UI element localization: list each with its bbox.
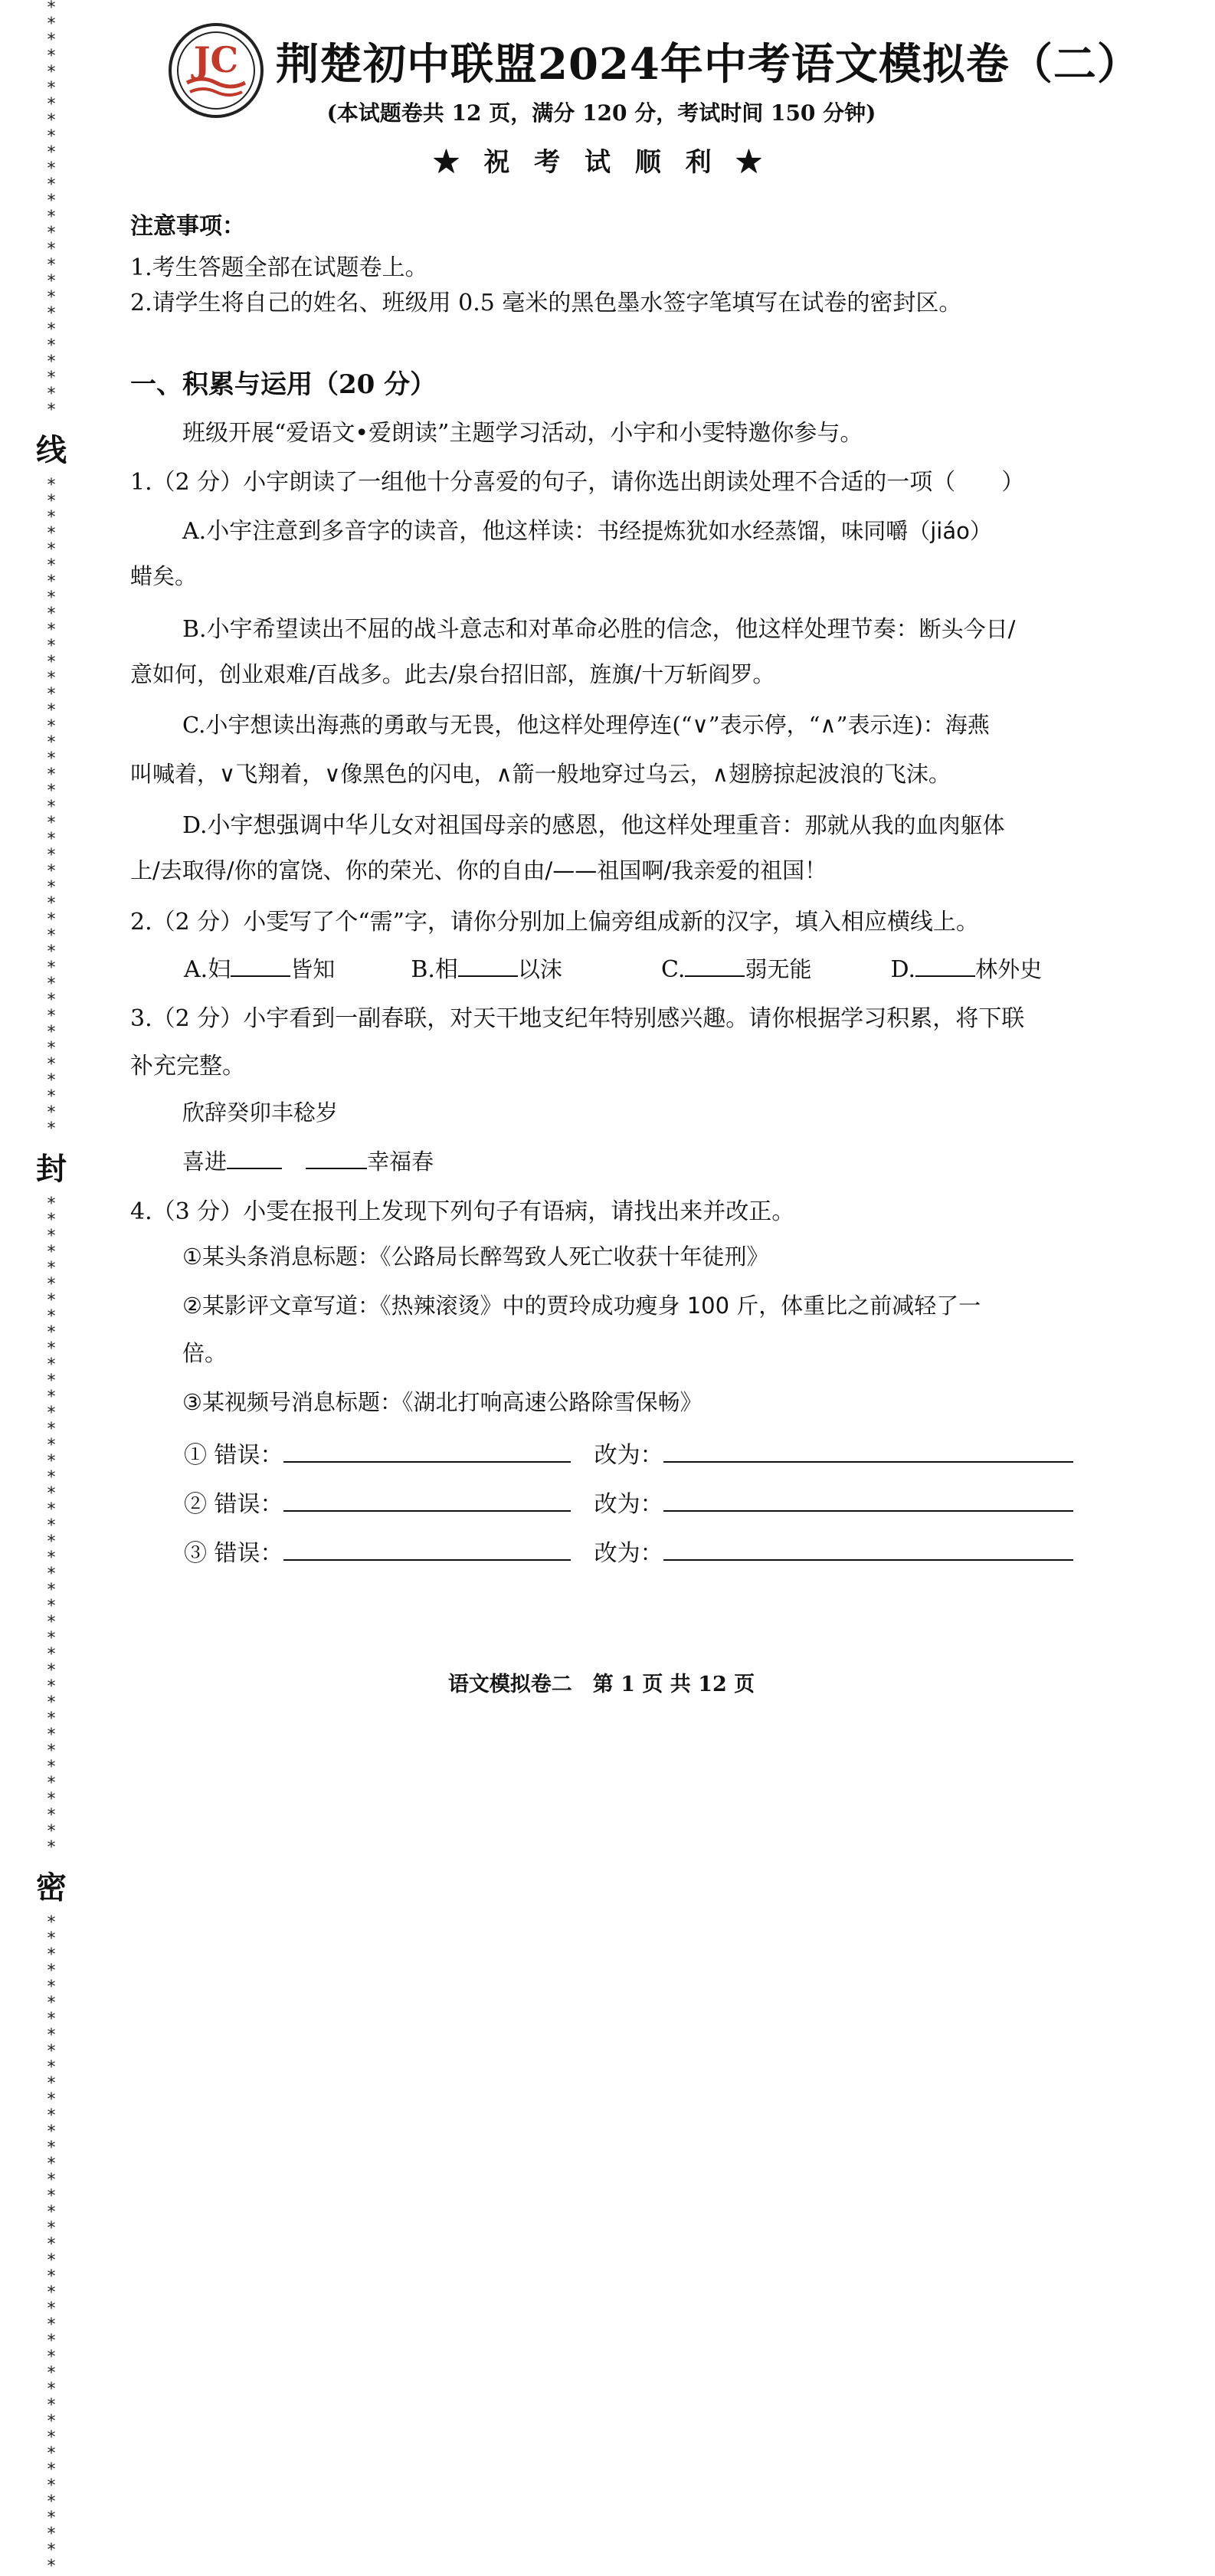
q4-error-field-3[interactable] — [283, 1539, 571, 1561]
q1-stem: 1.（2 分）小宇朗读了一组他十分喜爱的句子，请你选出朗读处理不合适的一项（ ） — [130, 469, 1025, 496]
star-border-top: ************************** — [47, 0, 56, 420]
seal-char-secret: 密 — [36, 1870, 67, 1906]
q3-stem: 3.（2 分）小宇看到一副春联，对天干地支纪年特别感兴趣。请你根据学习积累，将下联 — [130, 1005, 1025, 1032]
q4-item-2: ②某影评文章写道：《热辣滚烫》中的贾玲成功瘦身 100 斤，体重比之前减轻了一 — [182, 1293, 981, 1319]
notes-heading: 注意事项： — [130, 213, 245, 240]
q3-blank-2[interactable] — [306, 1148, 367, 1169]
q4-fix-field-1[interactable] — [663, 1441, 1073, 1463]
q3-blank-1[interactable] — [227, 1148, 282, 1169]
q3-stem-cont: 补充完整。 — [130, 1053, 245, 1080]
seal-char-seal: 封 — [36, 1151, 67, 1187]
q4-fix-field-2[interactable] — [663, 1490, 1073, 1512]
q2-stem: 2.（2 分）小雯写了个“需”字，请你分别加上偏旁组成新的汉字，填入相应横线上。 — [130, 909, 979, 936]
q4-item-3: ③某视频号消息标题：《湖北打响高速公路除雪保畅》 — [182, 1389, 702, 1415]
q4-answer-row-1: ① 错误： 改为： — [184, 1436, 1073, 1470]
seal-char-line: 线 — [36, 432, 67, 468]
q2-option-c: C. 弱无能 — [661, 956, 812, 983]
q4-answer-row-3: ③ 错误： 改为： — [184, 1534, 1073, 1568]
q4-answer-row-2: ② 错误： 改为： — [184, 1485, 1073, 1519]
page-footer: 语文模拟卷二 第 1 页 共 12 页 — [447, 1673, 755, 1696]
q2-option-a: A.妇 皆知 — [184, 956, 336, 983]
q2-option-b: B.相 以沫 — [411, 956, 562, 983]
q4-error-field-1[interactable] — [283, 1441, 571, 1463]
q2-option-d: D. 林外史 — [890, 956, 1043, 983]
q4-error-field-2[interactable] — [283, 1490, 571, 1512]
q4-item-2-cont: 倍。 — [182, 1340, 228, 1366]
q1-option-c-cont: 叫喊着，∨飞翔着，∨像黑色的闪电，∧箭一般地穿过乌云，∧翅膀掠起波浪的飞沫。 — [130, 761, 951, 787]
q3-lower-couplet: 喜进 幸福春 — [182, 1149, 434, 1175]
note-item: 2.请学生将自己的姓名、班级用 0.5 毫米的黑色墨水签字笔填写在试卷的密封区。 — [130, 290, 962, 316]
exam-page — [130, 0, 1141, 1718]
q1-option-a-cont: 蜡矣。 — [130, 563, 198, 589]
q3-upper-couplet: 欣辞癸卯丰稔岁 — [182, 1100, 339, 1126]
section-intro: 班级开展“爱语文•爱朗读”主题学习活动，小宇和小雯特邀你参与。 — [182, 420, 863, 447]
star-border-middle-2: ***************************************** — [47, 1195, 56, 1857]
q4-fix-field-3[interactable] — [663, 1539, 1073, 1561]
q1-option-b: B.小宇希望读出不屈的战斗意志和对革命必胜的信念，他这样处理节奏：断头今日/ — [182, 616, 1016, 643]
star-border-bottom: ***************************************** — [47, 1913, 56, 2576]
q1-option-d: D.小宇想强调中华儿女对祖国母亲的感恩，他这样处理重音：那就从我的血肉躯体 — [182, 812, 1005, 839]
q4-item-1: ①某头条消息标题：《公路局长醉驾致人死亡收获十年徒刑》 — [182, 1244, 769, 1270]
exam-subtitle: (本试题卷共 12 页，满分 120 分，考试时间 150 分钟) — [326, 100, 876, 126]
q1-option-d-cont: 上/去取得/你的富饶、你的荣光、你的自由/——祖国啊/我亲爱的祖国！ — [130, 857, 827, 883]
q2-blank-d[interactable] — [915, 955, 975, 977]
q4-stem: 4.（3 分）小雯在报刊上发现下列句子有语病，请找出来并改正。 — [130, 1198, 795, 1225]
note-item: 1.考生答题全部在试题卷上。 — [130, 254, 428, 281]
star-border-middle-1: ***************************************** — [47, 476, 56, 1139]
q2-blank-c[interactable] — [685, 955, 745, 977]
q1-option-c: C.小宇想读出海燕的勇敢与无畏，他这样处理停连(“∨”表示停，“∧”表示连)：海燕 — [182, 712, 990, 738]
logo-text: JC — [193, 39, 239, 80]
q2-blank-a[interactable] — [231, 955, 290, 977]
good-luck-banner: ★ 祝 考 试 顺 利 ★ — [433, 147, 770, 178]
exam-title: 荆楚初中联盟2024年中考语文模拟卷（二） — [276, 39, 1141, 90]
q1-option-a: A.小宇注意到多音字的读音，他这样读：书经提炼犹如水经蒸馏，味同嚼（jiáo） — [182, 518, 992, 545]
seal-margin — [34, 0, 69, 2576]
q2-options — [184, 950, 1042, 984]
q1-option-b-cont: 意如何，创业艰难/百战多。此去/泉台招旧部，旌旗/十万斩阎罗。 — [130, 661, 775, 687]
q2-blank-b[interactable] — [458, 955, 518, 977]
section-heading: 一、积累与运用（20 分） — [130, 369, 437, 400]
